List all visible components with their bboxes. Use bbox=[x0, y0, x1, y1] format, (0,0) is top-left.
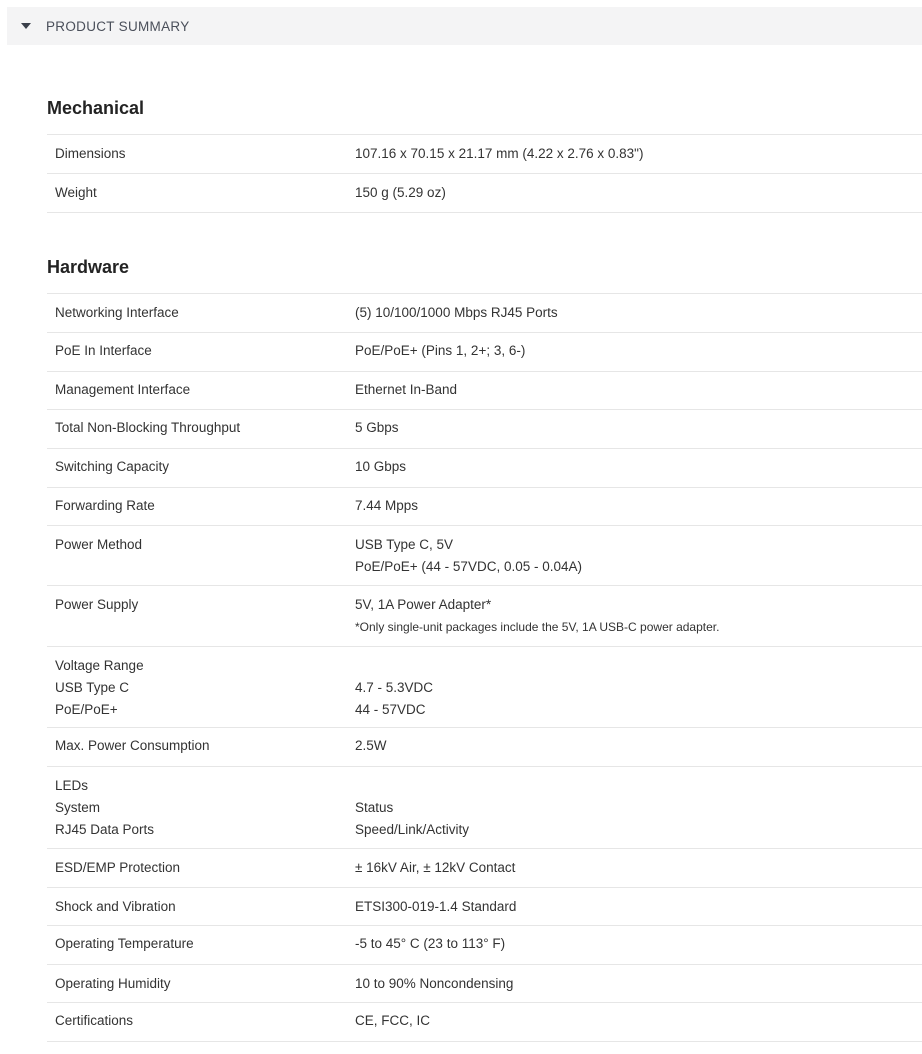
spec-value-line: 4.7 - 5.3VDC bbox=[355, 680, 434, 695]
table-row bbox=[47, 586, 922, 647]
table-row bbox=[47, 135, 922, 174]
spec-label: ESD/EMP Protection bbox=[55, 860, 181, 875]
spec-label-line: PoE/PoE+ bbox=[55, 702, 118, 717]
spec-value: PoE/PoE+ (Pins 1, 2+; 3, 6-) bbox=[355, 343, 526, 358]
spec-label: Switching Capacity bbox=[55, 459, 170, 474]
spec-value-line bbox=[355, 775, 469, 797]
spec-value: 5 Gbps bbox=[355, 420, 399, 435]
spec-label-line: USB Type C bbox=[55, 680, 130, 695]
spec-value: Ethernet In-Band bbox=[355, 382, 458, 397]
table-row bbox=[47, 174, 922, 213]
spec-value-line: Status bbox=[355, 800, 394, 815]
table-row bbox=[47, 449, 922, 488]
spec-value: -5 to 45° C (23 to 113° F) bbox=[355, 936, 506, 951]
spec-label: Shock and Vibration bbox=[55, 899, 176, 914]
spec-value-line: Speed/Link/Activity bbox=[355, 822, 470, 837]
spec-label: Dimensions bbox=[55, 146, 126, 161]
spec-label bbox=[55, 655, 144, 721]
spec-label: Management Interface bbox=[55, 382, 191, 397]
table-row bbox=[47, 1003, 922, 1042]
spec-label: PoE In Interface bbox=[55, 343, 152, 358]
table-row bbox=[47, 410, 922, 449]
table-row bbox=[47, 294, 922, 333]
table-row bbox=[47, 728, 922, 767]
spec-label-line: LEDs bbox=[55, 778, 89, 793]
accordion-title: PRODUCT SUMMARY bbox=[46, 18, 190, 34]
spec-value-line: 5V, 1A Power Adapter* bbox=[355, 597, 492, 612]
spec-value-line: 44 - 57VDC bbox=[355, 702, 426, 717]
spec-value bbox=[355, 775, 469, 841]
spec-value bbox=[355, 655, 433, 721]
spec-value-line: PoE/PoE+ (44 - 57VDC, 0.05 - 0.04A) bbox=[355, 559, 582, 574]
table-row bbox=[47, 372, 922, 410]
spec-label: Max. Power Consumption bbox=[55, 738, 210, 753]
spec-value: ETSI300-019-1.4 Standard bbox=[355, 899, 517, 914]
spec-value bbox=[355, 534, 582, 578]
table-row bbox=[47, 926, 922, 965]
table-row bbox=[47, 526, 922, 586]
spec-label: Operating Humidity bbox=[55, 976, 171, 991]
spec-label: Certifications bbox=[55, 1013, 134, 1028]
spec-label: Forwarding Rate bbox=[55, 498, 155, 513]
spec-label-line: System bbox=[55, 800, 101, 815]
footnote: *Only single-unit packages include the 5V, 1A USB-C power adapter. bbox=[355, 620, 720, 634]
spec-label-line: RJ45 Data Ports bbox=[55, 822, 155, 837]
spec-value bbox=[355, 594, 719, 638]
table-row bbox=[47, 333, 922, 372]
spec-value: (5) 10/100/1000 Mbps RJ45 Ports bbox=[355, 305, 558, 320]
table-row bbox=[47, 647, 922, 728]
spec-value-line: USB Type C, 5V bbox=[355, 537, 454, 552]
product-summary-accordion-header[interactable] bbox=[7, 7, 922, 45]
table-row bbox=[47, 849, 922, 888]
spec-label: Weight bbox=[55, 185, 97, 200]
spec-label: Networking Interface bbox=[55, 305, 179, 320]
caret-down-icon[interactable] bbox=[21, 21, 31, 31]
spec-label: Power Supply bbox=[55, 597, 139, 612]
spec-value: ± 16kV Air, ± 12kV Contact bbox=[355, 860, 516, 875]
spec-label: Operating Temperature bbox=[55, 936, 194, 951]
spec-label: Total Non-Blocking Throughput bbox=[55, 420, 241, 435]
spec-label bbox=[55, 775, 154, 841]
spec-value-line bbox=[355, 655, 433, 677]
spec-value: 10 to 90% Noncondensing bbox=[355, 976, 514, 991]
spec-label: Power Method bbox=[55, 537, 143, 552]
table-row bbox=[47, 888, 922, 926]
spec-value: 107.16 x 70.15 x 21.17 mm (4.22 x 2.76 x 0.83") bbox=[355, 146, 644, 161]
table-row bbox=[47, 488, 922, 526]
spec-value: 7.44 Mpps bbox=[355, 498, 419, 513]
mechanical-spec-table bbox=[47, 134, 922, 213]
hardware-spec-table bbox=[47, 293, 922, 1042]
section-title-mechanical: Mechanical bbox=[47, 98, 145, 118]
spec-value: 150 g (5.29 oz) bbox=[355, 185, 446, 200]
spec-value: CE, FCC, IC bbox=[355, 1013, 431, 1028]
table-row bbox=[47, 767, 922, 849]
table-row bbox=[47, 965, 922, 1003]
spec-value: 10 Gbps bbox=[355, 459, 407, 474]
spec-value: 2.5W bbox=[355, 738, 387, 753]
section-title-hardware: Hardware bbox=[47, 257, 130, 277]
spec-label-line: Voltage Range bbox=[55, 658, 144, 673]
